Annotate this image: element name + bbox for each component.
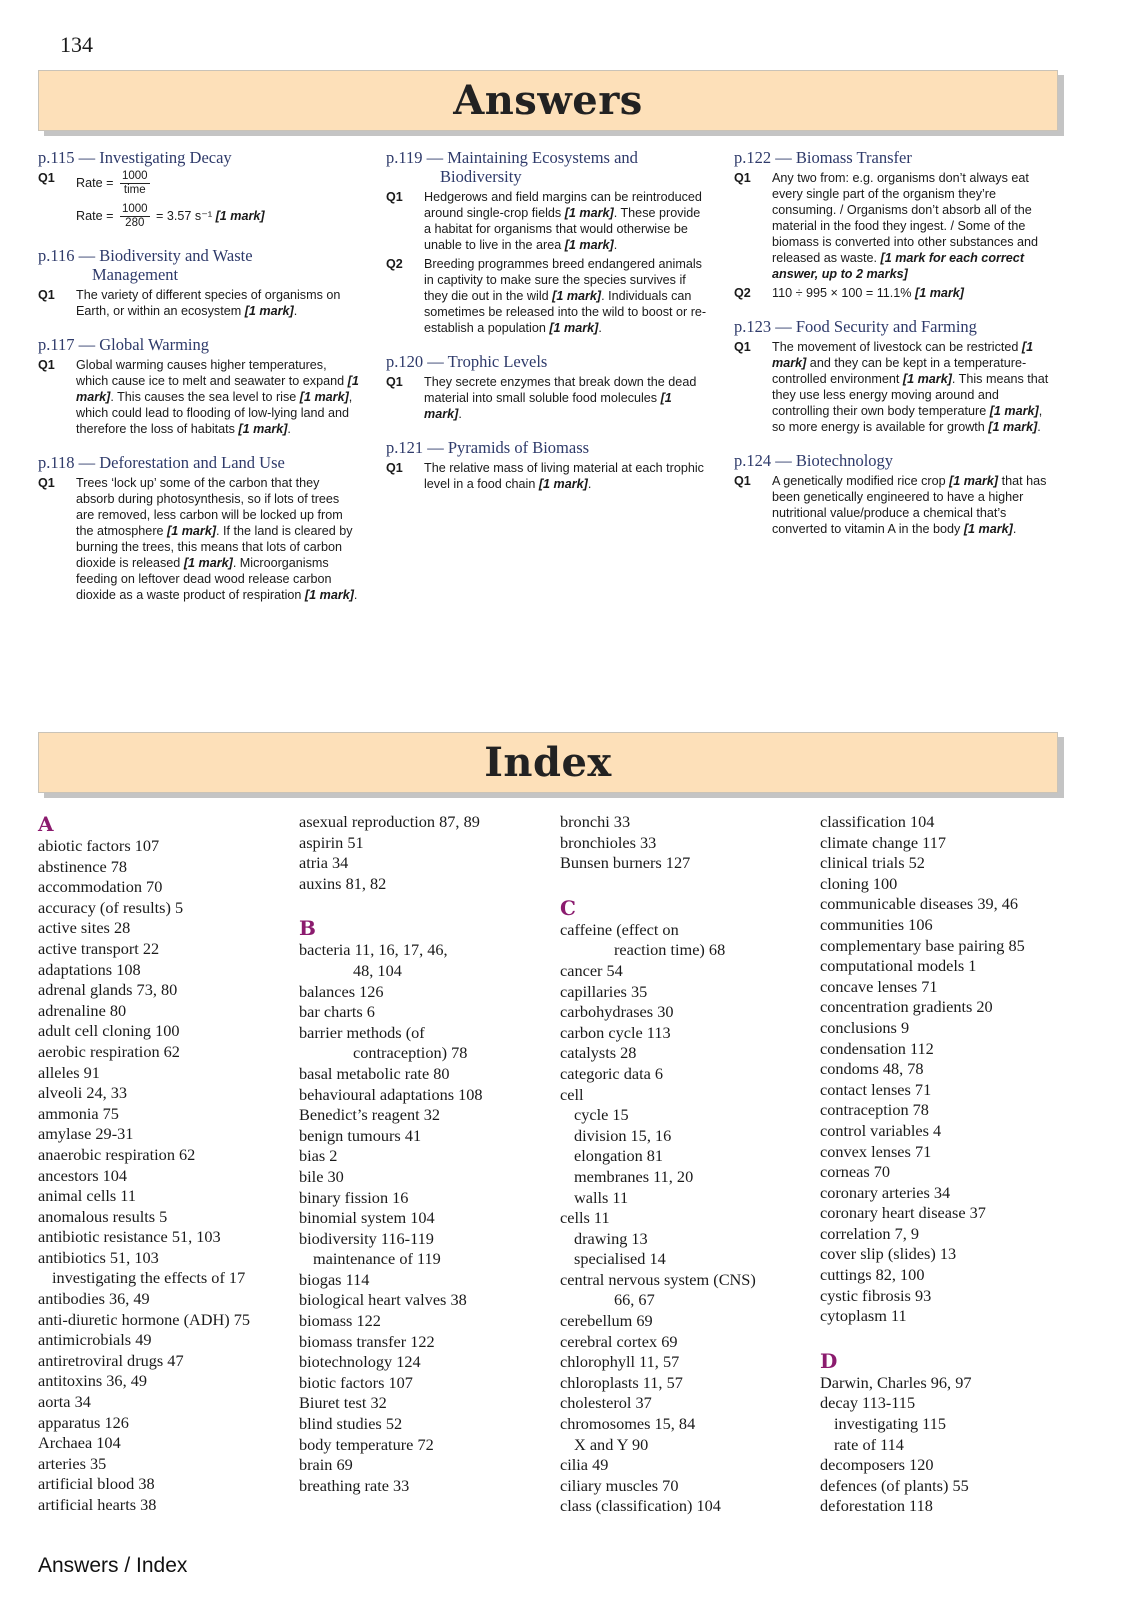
- fraction-denominator: 280: [125, 217, 145, 229]
- index-entry: antimicrobials 49: [38, 1330, 152, 1350]
- index-entry: cycle 15: [574, 1105, 629, 1125]
- answer-section-title: p.121 — Pyramids of Biomass: [386, 438, 590, 457]
- answer-text: Global warming causes higher temperatures, which cause ice to melt and seawater to expand [1 mark]. This causes the sea level to rise [1 mark], which could lead to flooding of low-lying land and therefore the loss of habitats [1 mark].: [76, 358, 359, 436]
- index-entry: decomposers 120: [820, 1455, 934, 1475]
- mark-allocation: [1 mark]: [564, 206, 614, 220]
- question-label: Q1: [386, 461, 403, 475]
- question-label: Q1: [38, 476, 55, 490]
- index-entry: deforestation 118: [820, 1496, 933, 1516]
- index-entry: basal metabolic rate 80: [299, 1063, 450, 1083]
- index-entry: communicable diseases 39, 46: [820, 894, 1019, 914]
- answers-column-1: [38, 148, 360, 619]
- index-entry: control variables 4: [820, 1120, 942, 1140]
- mark-allocation: [1 mark]: [299, 390, 349, 404]
- index-entry: benign tumours 41: [299, 1125, 422, 1145]
- index-entry: artificial hearts 38: [38, 1495, 157, 1514]
- index-column-3: [560, 812, 810, 1517]
- index-entry: categoric data 6: [560, 1063, 664, 1083]
- index-entry: amylase 29-31: [38, 1124, 134, 1144]
- answer-question: [38, 170, 360, 197]
- index-entry: communities 106: [820, 914, 933, 934]
- answer-question: [38, 203, 360, 230]
- mark-allocation: [1 mark]: [215, 208, 265, 223]
- index-entry: elongation 81: [574, 1146, 664, 1166]
- mark-allocation: [1 mark]: [538, 477, 588, 491]
- index-entry: condensation 112: [820, 1038, 934, 1058]
- index-entry: reaction time) 68: [614, 940, 726, 960]
- index-entry: investigating 115: [834, 1414, 946, 1434]
- index-entry: conclusions 9: [820, 1017, 910, 1037]
- index-entry: catalysts 28: [560, 1043, 637, 1063]
- answer-text: The variety of different species of organisms on Earth, or within an ecosystem [1 mark].: [76, 288, 341, 318]
- index-entry: artificial blood 38: [38, 1474, 155, 1494]
- answer-section-title: p.116 — Biodiversity and Waste Management: [38, 246, 360, 284]
- question-label: [38, 203, 76, 230]
- index-entry: biomass transfer 122: [299, 1331, 435, 1351]
- index-entry: contraception 78: [820, 1100, 929, 1120]
- index-entry: division 15, 16: [574, 1125, 672, 1145]
- answer-question: [38, 475, 360, 603]
- answer-section-title: p.122 — Biomass Transfer: [734, 148, 912, 167]
- mark-allocation: [1 mark]: [424, 391, 672, 421]
- mark-allocation: [1 mark]: [989, 404, 1039, 418]
- mark-allocation: [1 mark for each correct answer, up to 2 marks]: [772, 251, 1025, 281]
- index-entry: classification 104: [820, 812, 935, 831]
- index-entry: bile 30: [299, 1166, 344, 1186]
- index-entry: membranes 11, 20: [574, 1166, 694, 1186]
- index-entry: adaptations 108: [38, 959, 141, 979]
- index-entry: active transport 22: [38, 938, 160, 958]
- index-entry: anaerobic respiration 62: [38, 1144, 196, 1164]
- question-label: Q2: [386, 257, 403, 271]
- answers-banner: [38, 70, 1058, 131]
- answer-section: [38, 246, 360, 319]
- answer-text: The relative mass of living material at each trophic level in a food chain [1 mark].: [424, 461, 704, 491]
- index-entry: barrier methods (of: [299, 1022, 425, 1042]
- index-entry: cancer 54: [560, 960, 623, 980]
- index-entry: aorta 34: [38, 1392, 91, 1412]
- answer-text: They secrete enzymes that break down the dead material into small soluble food molecules [1 mark].: [424, 375, 697, 421]
- answer-text: A genetically modified rice crop [1 mark] that has been genetically engineered to have a higher nutritional value/produce a chemical that’s converted to vitamin A in the body [1 mark].: [772, 474, 1047, 536]
- page-number: 134: [60, 32, 93, 57]
- index-entry: antiretroviral drugs 47: [38, 1350, 184, 1370]
- index-entry: antitoxins 36, 49: [38, 1371, 147, 1391]
- index-entry: chlorophyll 11, 57: [560, 1352, 680, 1372]
- index-entry: cells 11: [560, 1208, 610, 1228]
- index-entry: 48, 104: [353, 960, 402, 980]
- mark-allocation: [1 mark]: [949, 474, 999, 488]
- index-entry: central nervous system (CNS): [560, 1269, 756, 1289]
- mark-allocation: [1 mark]: [183, 556, 233, 570]
- index-letter-heading: B: [299, 916, 316, 941]
- index-entry: maintenance of 119: [313, 1249, 441, 1269]
- index-entry: ammonia 75: [38, 1103, 119, 1123]
- mark-allocation: [1 mark]: [963, 522, 1013, 536]
- index-entry: bronchioles 33: [560, 832, 657, 852]
- index-spacer: [560, 874, 810, 896]
- answers-heading: Answers: [453, 77, 643, 124]
- index-entry: anti-diuretic hormone (ADH) 75: [38, 1309, 251, 1329]
- index-entry: aspirin 51: [299, 832, 364, 852]
- answer-question: [734, 170, 1056, 282]
- mark-allocation: [1 mark]: [244, 304, 294, 318]
- answer-question: [38, 287, 360, 319]
- index-entry: Archaea 104: [38, 1433, 121, 1453]
- answer-section-title: p.115 — Investigating Decay: [38, 148, 232, 167]
- index-entry: corneas 70: [820, 1162, 891, 1182]
- question-label: Q1: [38, 171, 55, 185]
- mark-allocation: [1 mark]: [304, 588, 354, 602]
- answer-section: [38, 453, 360, 603]
- index-entry: adrenaline 80: [38, 1000, 127, 1020]
- question-label: Q2: [734, 286, 751, 300]
- index-entry: arteries 35: [38, 1453, 107, 1473]
- index-entry: X and Y 90: [574, 1434, 649, 1454]
- index-entry: chromosomes 15, 84: [560, 1414, 696, 1434]
- answers-column-2: [386, 148, 708, 508]
- mark-allocation: [1 mark]: [76, 374, 359, 404]
- answer-text: Any two from: e.g. organisms don’t always eat every single part of the organism they’re consuming. / Organisms don’t absorb all of the material in the food they ingest. / Some of the biomass is converted into other substances and released as waste. [1 mark for each correct answer, up to 2 marks]: [772, 171, 1039, 281]
- answer-section: [38, 148, 360, 230]
- question-label: Q1: [386, 375, 403, 389]
- index-entry: binary fission 16: [299, 1187, 409, 1207]
- answer-text: 110 ÷ 995 × 100 = 11.1% [1 mark]: [772, 286, 964, 300]
- index-letter-heading: C: [560, 895, 576, 920]
- index-entry: contraception) 78: [353, 1043, 468, 1063]
- index-entry: rate of 114: [834, 1434, 904, 1454]
- index-entry: Biuret test 32: [299, 1393, 387, 1413]
- index-entry: adult cell cloning 100: [38, 1021, 180, 1041]
- fraction-numerator: 1000: [121, 203, 148, 215]
- index-entry: abiotic factors 107: [38, 836, 160, 855]
- question-label: Q1: [734, 474, 751, 488]
- mark-allocation: [1 mark]: [552, 289, 602, 303]
- answer-section: [734, 148, 1056, 301]
- index-entry: cloning 100: [820, 873, 898, 893]
- index-entry: defences (of plants) 55: [820, 1475, 969, 1495]
- answer-section: [38, 335, 360, 437]
- answer-section-title: p.120 — Trophic Levels: [386, 352, 548, 371]
- answer-section: [734, 317, 1056, 435]
- index-entry: class (classification) 104: [560, 1496, 721, 1516]
- index-entry: biological heart valves 38: [299, 1290, 467, 1310]
- index-letter-heading: D: [820, 1348, 838, 1373]
- index-entry: active sites 28: [38, 918, 131, 938]
- index-entry: antibiotic resistance 51, 103: [38, 1227, 221, 1247]
- answer-section-title: p.123 — Food Security and Farming: [734, 317, 977, 336]
- question-label: Q1: [386, 190, 403, 204]
- answer-section: [386, 148, 708, 336]
- mark-allocation: [1 mark]: [988, 420, 1038, 434]
- index-entry: complementary base pairing 85: [820, 935, 1025, 955]
- index-entry: coronary heart disease 37: [820, 1203, 986, 1223]
- index-entry: drawing 13: [574, 1228, 648, 1248]
- index-entry: carbon cycle 113: [560, 1022, 671, 1042]
- answer-question: [386, 189, 708, 253]
- index-entry: auxins 81, 82: [299, 873, 387, 893]
- index-entry: anomalous results 5: [38, 1206, 168, 1226]
- answer-question: [38, 357, 360, 437]
- index-entry: climate change 117: [820, 832, 946, 852]
- index-entry: apparatus 126: [38, 1412, 129, 1432]
- index-entry: concentration gradients 20: [820, 997, 993, 1017]
- index-entry: coronary arteries 34: [820, 1182, 951, 1202]
- index-entry: convex lenses 71: [820, 1141, 932, 1161]
- index-entry: biomass 122: [299, 1311, 381, 1331]
- answer-text: Trees ‘lock up’ some of the carbon that they absorb during photosynthesis, so if lots of trees are removed, less carbon will be locked up from the atmosphere [1 mark]. If the land is cleared by burning the trees, this means that lots of carbon dioxide is released [1 mark]. Microorganisms feeding on leftover dead wood release carbon dioxide as a waste product of respiration [1 mark].: [76, 476, 358, 602]
- index-entry: cholesterol 37: [560, 1393, 652, 1413]
- index-entry: cuttings 82, 100: [820, 1265, 925, 1285]
- mark-allocation: [1 mark]: [564, 238, 614, 252]
- fraction-numerator: 1000: [121, 170, 148, 182]
- answer-section-title: p.124 — Biotechnology: [734, 451, 894, 470]
- index-entry: bronchi 33: [560, 812, 631, 831]
- index-column-1: [38, 812, 288, 1516]
- answer-text: Rate = $\frac{1000}{\text{time}}$: [76, 170, 148, 196]
- answers-column-3: [734, 148, 1056, 553]
- index-entry: biotechnology 124: [299, 1352, 421, 1372]
- index-entry: behavioural adaptations 108: [299, 1084, 483, 1104]
- index-entry: antibiotics 51, 103: [38, 1247, 159, 1267]
- mark-allocation: [1 mark]: [772, 340, 1034, 370]
- index-entry: bar charts 6: [299, 1002, 375, 1022]
- index-entry: antibodies 36, 49: [38, 1289, 150, 1309]
- mark-allocation: [1 mark]: [167, 524, 217, 538]
- index-entry: body temperature 72: [299, 1434, 434, 1454]
- index-entry: concave lenses 71: [820, 976, 938, 996]
- index-entry: cystic fibrosis 93: [820, 1285, 932, 1305]
- index-entry: clinical trials 52: [820, 853, 925, 873]
- index-banner: [38, 732, 1058, 793]
- index-entry: atria 34: [299, 853, 349, 873]
- question-label: Q1: [38, 288, 55, 302]
- index-entry: cerebral cortex 69: [560, 1331, 678, 1351]
- index-entry: computational models 1: [820, 956, 977, 976]
- answer-question: [386, 460, 708, 492]
- index-entry: investigating the effects of 17: [52, 1268, 246, 1288]
- index-entry: aerobic respiration 62: [38, 1041, 180, 1061]
- index-entry: biodiversity 116-119: [299, 1228, 434, 1248]
- index-entry: alveoli 24, 33: [38, 1083, 128, 1103]
- index-column-2: [299, 812, 549, 1496]
- index-entry: accommodation 70: [38, 877, 163, 897]
- answer-section-subtitle: Management: [92, 265, 179, 284]
- question-label: Q1: [38, 358, 55, 372]
- index-entry: alleles 91: [38, 1062, 100, 1082]
- answer-question: [386, 256, 708, 336]
- answer-section-subtitle: Biodiversity: [440, 167, 522, 186]
- answer-section-title: p.119 — Maintaining Ecosystems and Biodiversity: [386, 148, 708, 186]
- index-entry: 66, 67: [614, 1290, 655, 1310]
- index-entry: bias 2: [299, 1146, 338, 1166]
- index-entry: binomial system 104: [299, 1208, 435, 1228]
- index-entry: chloroplasts 11, 57: [560, 1372, 683, 1392]
- index-letter-heading: A: [38, 812, 54, 836]
- page-footer: Answers / Index: [38, 1554, 188, 1577]
- answer-question: [734, 473, 1056, 537]
- question-label: Q1: [734, 171, 751, 185]
- index-entry: adrenal glands 73, 80: [38, 980, 178, 1000]
- index-column-4: [820, 812, 1070, 1517]
- answer-question: [386, 374, 708, 422]
- mark-allocation: [1 mark]: [915, 286, 964, 300]
- index-entry: asexual reproduction 87, 89: [299, 812, 480, 831]
- answer-question: [734, 339, 1056, 435]
- answer-text: The movement of livestock can be restricted [1 mark] and they can be kept in a temperature-controlled environment [1 mark]. This means that they use less energy moving around and controlling their own body temperature [1 mark], so more energy is available for growth [1 mark].: [772, 340, 1049, 434]
- mark-allocation: [1 mark]: [238, 422, 288, 436]
- index-entry: ciliary muscles 70: [560, 1475, 679, 1495]
- question-label: Q1: [734, 340, 751, 354]
- index-entry: breathing rate 33: [299, 1475, 410, 1495]
- mark-allocation: [1 mark]: [902, 372, 952, 386]
- answer-text: Hedgerows and field margins can be reintroduced around single-crop fields [1 mark]. These provide a habitat for organisms that would otherwise be unable to live in the area [1 mark].: [424, 190, 702, 252]
- index-spacer: [820, 1327, 1070, 1349]
- index-entry: balances 126: [299, 981, 384, 1001]
- index-entry: animal cells 11: [38, 1186, 136, 1206]
- index-entry: decay 113-115: [820, 1393, 916, 1413]
- answer-section-title: p.118 — Deforestation and Land Use: [38, 453, 285, 472]
- index-entry: Benedict’s reagent 32: [299, 1105, 441, 1125]
- index-entry: specialised 14: [574, 1249, 666, 1269]
- index-entry: abstinence 78: [38, 856, 128, 876]
- fraction-denominator: time: [123, 184, 146, 196]
- index-entry: walls 11: [574, 1187, 629, 1207]
- index-entry: biogas 114: [299, 1269, 370, 1289]
- index-entry: ancestors 104: [38, 1165, 128, 1185]
- index-entry: biotic factors 107: [299, 1372, 413, 1392]
- answer-section-title: p.117 — Global Warming: [38, 335, 209, 354]
- index-entry: cytoplasm 11: [820, 1306, 907, 1326]
- index-entry: cell: [560, 1084, 584, 1104]
- index-entry: condoms 48, 78: [820, 1059, 924, 1079]
- index-entry: brain 69: [299, 1455, 353, 1475]
- answer-section: [386, 438, 708, 492]
- index-spacer: [299, 894, 549, 916]
- index-entry: Darwin, Charles 96, 97: [820, 1372, 972, 1392]
- fraction: [120, 203, 150, 230]
- index-entry: caffeine (effect on: [560, 919, 679, 939]
- answer-text: Breeding programmes breed endangered animals in captivity to make sure the species survives if they die out in the wild [1 mark]. Individuals can sometimes be released into the wild to boost or re-establish a population [1 mark].: [424, 257, 707, 335]
- index-entry: contact lenses 71: [820, 1079, 932, 1099]
- answer-section: [386, 352, 708, 422]
- index-heading: Index: [484, 739, 612, 786]
- index-entry: correlation 7, 9: [820, 1223, 920, 1243]
- mark-allocation: [1 mark]: [549, 321, 599, 335]
- answer-question: [734, 285, 1056, 301]
- answer-section: [734, 451, 1056, 537]
- index-entry: bacteria 11, 16, 17, 46,: [299, 940, 448, 960]
- index-entry: accuracy (of results) 5: [38, 897, 184, 917]
- index-entry: cover slip (slides) 13: [820, 1244, 957, 1264]
- index-entry: blind studies 52: [299, 1414, 403, 1434]
- index-entry: cerebellum 69: [560, 1311, 653, 1331]
- index-entry: Bunsen burners 127: [560, 853, 691, 873]
- answer-text: Rate = $\frac{1000}{280}$ = 3.57 s⁻¹ [1 mark]: [76, 203, 265, 229]
- index-entry: cilia 49: [560, 1455, 609, 1475]
- index-entry: carbohydrases 30: [560, 1002, 674, 1022]
- index-entry: capillaries 35: [560, 981, 648, 1001]
- fraction: [120, 170, 150, 197]
